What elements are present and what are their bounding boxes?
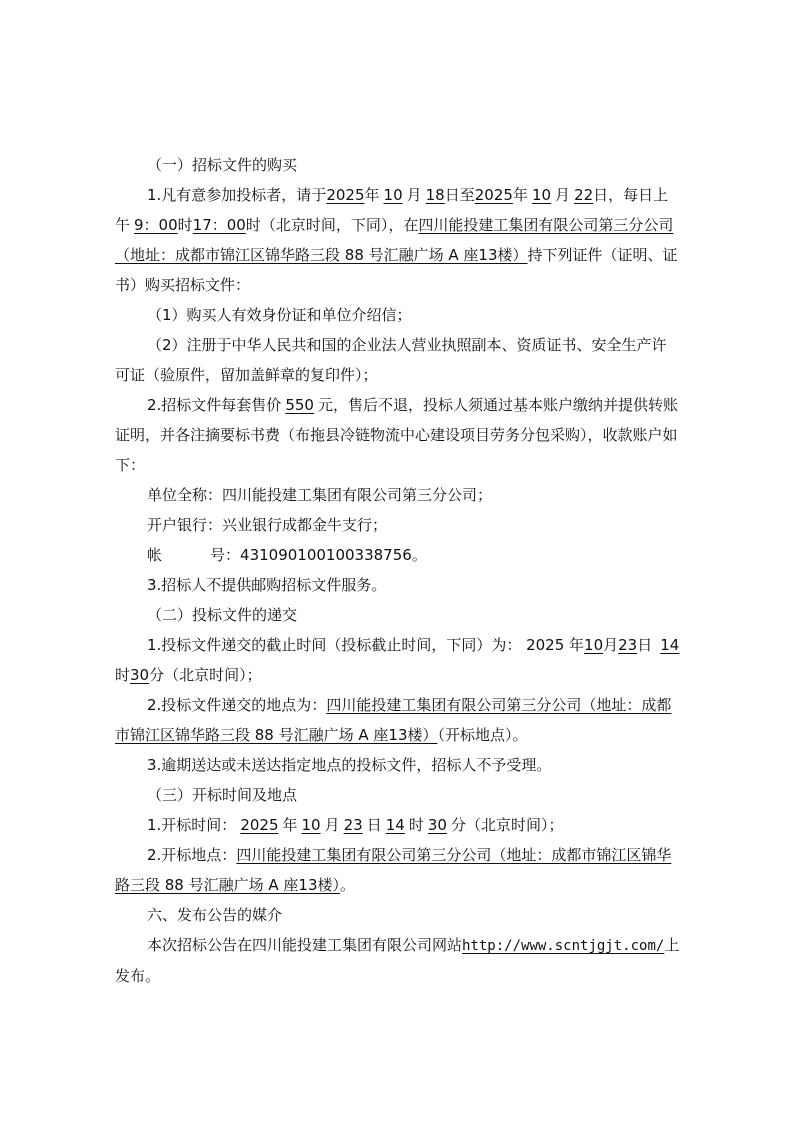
submission-place: 四川能投建工集团有限公司第三分公司（地址：成都市锦江区锦华路三段 88 号汇融广场 A 座13楼） — [115, 696, 672, 744]
section-heading-media: 六、发布公告的媒介 — [147, 906, 283, 924]
start-day: 18 — [425, 186, 445, 204]
no-mail-order-note: 3.招标人不提供邮购招标文件服务。 — [147, 576, 387, 594]
submission-place-paragraph: 2.投标文件递交的地点为：四川能投建工集团有限公司第三分公司（地址：成都市锦江区锦华路三段 88 号汇融广场 A 座13楼）（开标地点）。 — [115, 696, 672, 744]
section-heading-purchase: （一）招标文件的购买 — [147, 156, 298, 174]
late-submission-note: 3.逾期送达或未送达指定地点的投标文件，招标人不予受理。 — [147, 756, 552, 774]
opening-day: 23 — [343, 816, 363, 834]
deadline-hour: 14 — [660, 636, 680, 654]
required-document-2: （2）注册于中华人民共和国的企业法人营业执照副本、资质证书、安全生产许可证（验原件，留加盖鲜章的复印件）； — [115, 336, 667, 384]
start-month: 10 — [383, 186, 403, 204]
opening-place: 四川能投建工集团有限公司第三分公司（地址：成都市锦江区锦华路三段 88 号汇融广场 A 座13楼） — [115, 846, 672, 894]
account-name: 单位全称：四川能投建工集团有限公司第三分公司； — [147, 486, 493, 504]
opening-month: 10 — [301, 816, 321, 834]
opening-year: 2025 — [240, 816, 279, 834]
end-year: 2025 — [474, 186, 513, 204]
deadline-minute: 30 — [130, 666, 150, 684]
purchase-place: 四川能投建工集团有限公司第三分公司（地址：成都市锦江区锦华路三段 88 号汇融广场 A 座13楼） — [115, 216, 674, 264]
opening-place-paragraph: 2.开标地点：四川能投建工集团有限公司第三分公司（地址：成都市锦江区锦华路三段 88 号汇融广场 A 座13楼）。 — [115, 846, 672, 894]
price-paragraph: 2.招标文件每套售价 550 元，售后不退，投标人须通过基本账户缴纳并提供转账证明，并各注摘要标书费（布拖县冷链物流中心建设项目劳务分包采购），收款账户如下： — [115, 396, 678, 474]
opening-minute: 30 — [427, 816, 447, 834]
opening-hour: 14 — [385, 816, 405, 834]
required-document-1: （1）购买人有效身份证和单位介绍信； — [147, 306, 412, 324]
section-heading-submission: （二）投标文件的递交 — [147, 606, 298, 624]
deadline-month: 10 — [584, 636, 604, 654]
deadline-paragraph: 1.投标文件递交的截止时间（投标截止时间，下同）为： 2025 年10月23日 14时30分（北京时间）； — [115, 636, 680, 684]
end-time: 17：00 — [192, 216, 246, 234]
purchase-period-paragraph: 1.凡有意参加投标者，请于2025年 10 月 18日至2025年 10 月 22日，每日上午 9：00时17：00时（北京时间，下同），在四川能投建工集团有限公司第三分公司（地址：成都市锦江区锦华路三段 88 号汇融广场 A 座13楼）持下列证件（证明、证书）购买招标文件： — [115, 186, 678, 294]
account-number: 431090100100338756。 — [240, 546, 427, 564]
section-heading-opening: （三）开标时间及地点 — [147, 786, 298, 804]
media-paragraph: 本次招标公告在四川能投建工集团有限公司网站http://www.scntjgjt.com/上发布。 — [115, 936, 680, 985]
start-year: 2025 — [326, 186, 365, 204]
opening-time-paragraph: 1.开标时间： 2025 年 10 月 23 日 14 时 30 分（北京时间）； — [147, 816, 564, 834]
document-page — [115, 150, 681, 991]
end-month: 10 — [531, 186, 552, 204]
document-price: 550 — [285, 396, 314, 414]
account-bank: 开户银行：兴业银行成都金牛支行； — [147, 516, 388, 534]
website-link[interactable]: http://www.scntjgjt.com/ — [462, 938, 665, 954]
morning-start-time: 9：00 — [134, 216, 178, 234]
end-day: 22 — [574, 186, 594, 204]
account-number-line: 帐 号：431090100100338756。 — [147, 546, 427, 564]
deadline-day: 23 — [618, 636, 638, 654]
